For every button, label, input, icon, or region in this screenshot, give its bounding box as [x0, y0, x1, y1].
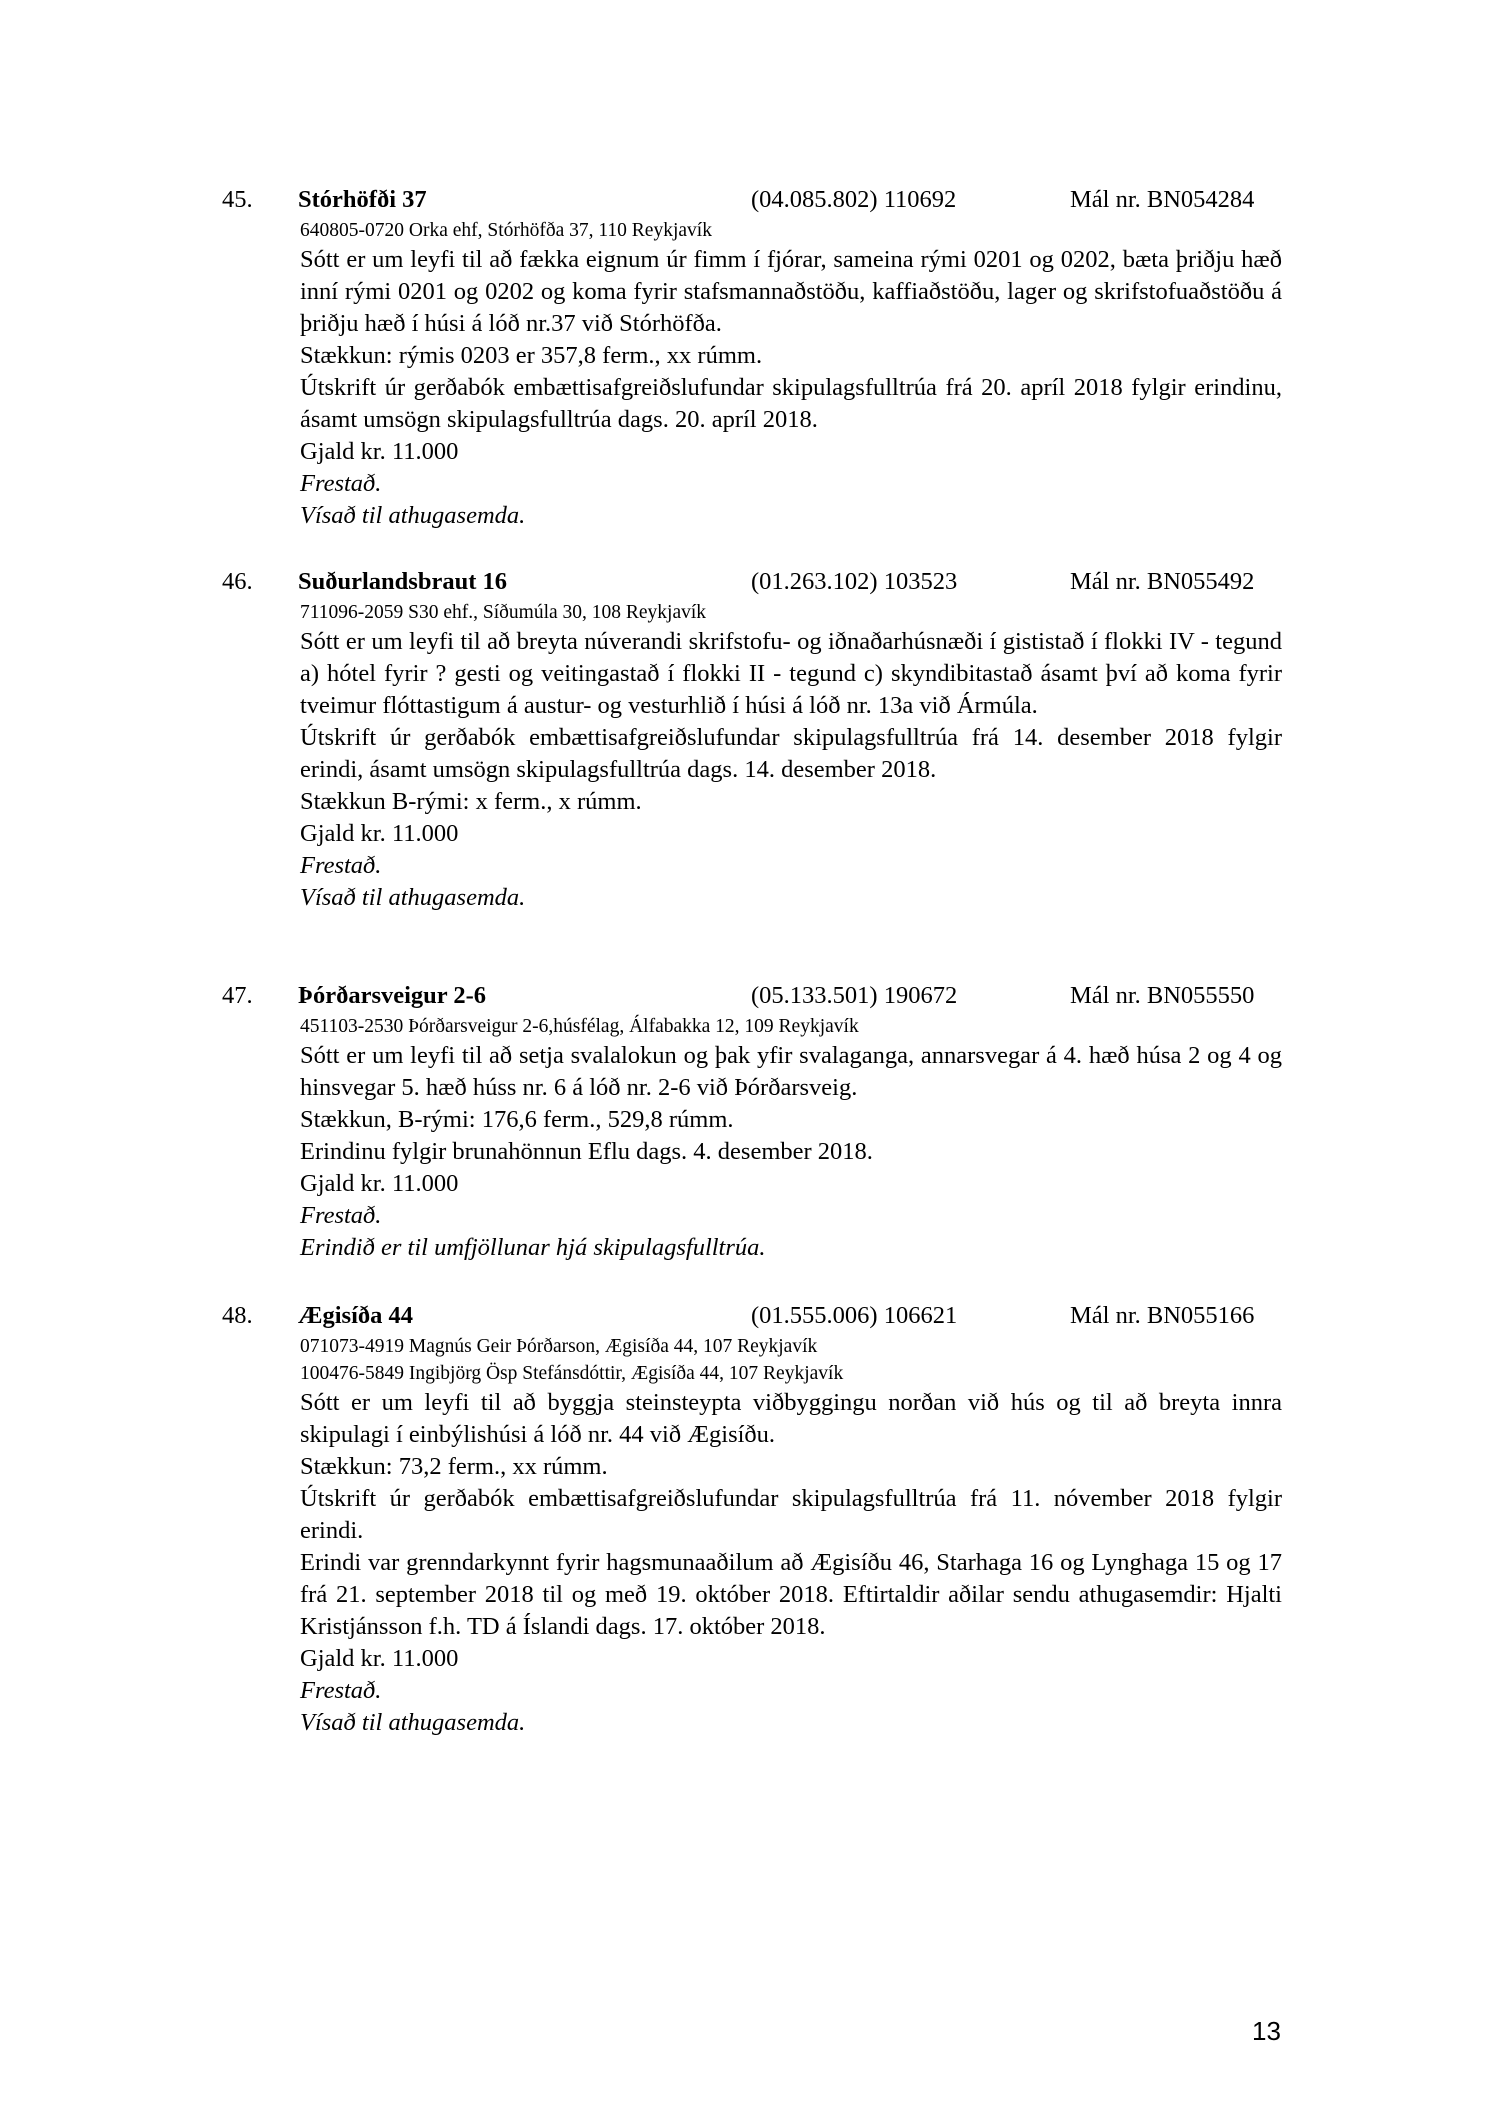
- case-description: Sótt er um leyfi til að breyta núverandi skrifstofu- og iðnaðarhúsnæði í gististað í flokki IV - tegund a) hótel fyrir ? gesti og veitingastað í flokki II - tegund c) skyndibitastað ásamt því að koma fyrir tveimur flóttastigum á austur- og vesturhlið í húsi á lóð nr. 13a við Ármúla.: [300, 628, 1282, 719]
- case-printout: Útskrift úr gerðabók embættisafgreiðslufundar skipulagsfulltrúa frá 14. desember 2018 fylgir erindi, ásamt umsögn skipulagsfulltrúa dags. 14. desember 2018.: [300, 724, 1282, 783]
- property-code: (01.555.006) 106621: [751, 1302, 958, 1329]
- applicant-line: 071073-4919 Magnús Geir Þórðarson, Ægisíða 44, 107 Reykjavík: [300, 1336, 818, 1357]
- case-decision: Frestað.: [300, 470, 382, 497]
- case-reference: Mál nr. BN055492: [1070, 568, 1255, 595]
- case-number: 46.: [222, 568, 253, 595]
- applicant-line: 451103-2530 Þórðarsveigur 2-6,húsfélag, Álfabakka 12, 109 Reykjavík: [300, 1016, 859, 1037]
- case-attachment: Erindinu fylgir brunahönnun Eflu dags. 4. desember 2018.: [300, 1138, 873, 1165]
- case-item-47: [0, 979, 1500, 1264]
- case-decision-note: Vísað til athugasemda.: [300, 502, 526, 529]
- case-decision-note: Vísað til athugasemda.: [300, 884, 526, 911]
- case-fee: Gjald kr. 11.000: [300, 1170, 459, 1197]
- case-fee: Gjald kr. 11.000: [300, 820, 459, 847]
- case-number: 48.: [222, 1302, 253, 1329]
- case-header: [0, 1299, 1500, 1333]
- case-number: 45.: [222, 186, 253, 213]
- case-decision-note: Vísað til athugasemda.: [300, 1709, 526, 1736]
- case-description: Sótt er um leyfi til að setja svalalokun og þak yfir svalaganga, annarsvegar á 4. hæð húsa 2 og 4 og hinsvegar 5. hæð húss nr. 6 á lóð nr. 2-6 við Þórðarsveig.: [300, 1042, 1282, 1101]
- case-item-48: [0, 1299, 1500, 1739]
- case-enlargement: Stækkun: 73,2 ferm., xx rúmm.: [300, 1453, 608, 1480]
- case-decision: Frestað.: [300, 852, 382, 879]
- case-address: Ægisíða 44: [298, 1302, 414, 1329]
- case-decision: Frestað.: [300, 1677, 382, 1704]
- case-enlargement: Stækkun: rýmis 0203 er 357,8 ferm., xx rúmm.: [300, 342, 763, 369]
- case-number: 47.: [222, 982, 253, 1009]
- case-reference: Mál nr. BN055166: [1070, 1302, 1255, 1329]
- case-enlargement: Stækkun B-rými: x ferm., x rúmm.: [300, 788, 642, 815]
- applicant-line: 100476-5849 Ingibjörg Ösp Stefánsdóttir, Ægisíða 44, 107 Reykjavík: [300, 1363, 844, 1384]
- case-reference: Mál nr. BN054284: [1070, 186, 1255, 213]
- property-code: (01.263.102) 103523: [751, 568, 958, 595]
- case-header: [0, 979, 1500, 1013]
- case-description: Sótt er um leyfi til að byggja steinsteypta viðbyggingu norðan við hús og til að breyta innra skipulagi í einbýlishúsi á lóð nr. 44 við Ægisíðu.: [300, 1389, 1282, 1448]
- page-number: 13: [1252, 2016, 1281, 2046]
- case-item-45: [0, 183, 1500, 532]
- case-address: Suðurlandsbraut 16: [298, 568, 508, 595]
- case-header: [0, 183, 1500, 217]
- case-address: Þórðarsveigur 2-6: [298, 982, 487, 1009]
- case-neighbour-notice: Erindi var grenndarkynnt fyrir hagsmunaaðilum að Ægisíðu 46, Starhaga 16 og Lynghaga 15 og 17 frá 21. september 2018 til og með 19. október 2018. Eftirtaldir aðilar sendu athugasemdir: Hjalti Kristjánsson f.h. TD á Íslandi dags. 17. október 2018.: [300, 1549, 1282, 1640]
- case-fee: Gjald kr. 11.000: [300, 1645, 459, 1672]
- case-decision-note: Erindið er til umfjöllunar hjá skipulagsfulltrúa.: [300, 1234, 766, 1261]
- case-decision: Frestað.: [300, 1202, 382, 1229]
- case-fee: Gjald kr. 11.000: [300, 438, 459, 465]
- case-address: Stórhöfði 37: [298, 186, 427, 213]
- case-enlargement: Stækkun, B-rými: 176,6 ferm., 529,8 rúmm.: [300, 1106, 734, 1133]
- applicant-line: 640805-0720 Orka ehf, Stórhöfða 37, 110 Reykjavík: [300, 220, 712, 241]
- case-header: [0, 565, 1500, 599]
- property-code: (05.133.501) 190672: [751, 982, 958, 1009]
- applicant-line: 711096-2059 S30 ehf., Síðumúla 30, 108 Reykjavík: [300, 602, 707, 623]
- property-code: (04.085.802) 110692: [751, 186, 957, 213]
- case-printout: Útskrift úr gerðabók embættisafgreiðslufundar skipulagsfulltrúa frá 11. nóvember 2018 fylgir erindi.: [300, 1485, 1282, 1544]
- case-description: Sótt er um leyfi til að fækka eignum úr fimm í fjórar, sameina rými 0201 og 0202, bæta þriðju hæð inní rými 0201 og 0202 og koma fyrir stafsmannaðstöðu, kaffiaðstöðu, lager og skrifstofuaðstöðu á þriðju hæð í húsi á lóð nr.37 við Stórhöfða.: [300, 246, 1282, 337]
- case-printout: Útskrift úr gerðabók embættisafgreiðslufundar skipulagsfulltrúa frá 20. apríl 2018 fylgir erindinu, ásamt umsögn skipulagsfulltrúa dags. 20. apríl 2018.: [300, 374, 1282, 433]
- case-item-46: [0, 565, 1500, 914]
- case-reference: Mál nr. BN055550: [1070, 982, 1255, 1009]
